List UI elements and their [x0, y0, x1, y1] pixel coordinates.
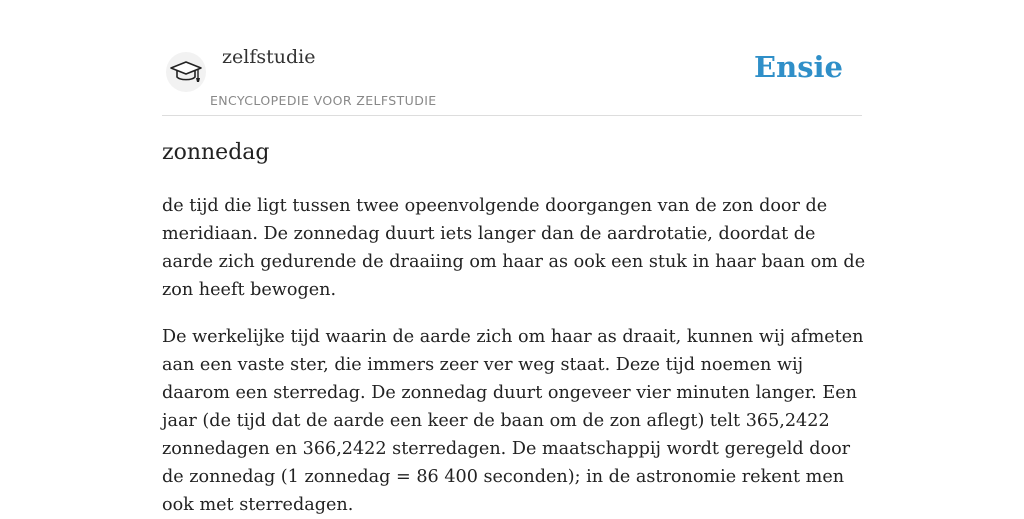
brand-logo[interactable]: Ensie	[754, 50, 843, 84]
entry-paragraph: de tijd die ligt tussen twee opeenvolgende doorgangen van de zon door de meridiaan. De zonnedag duurt iets langer dan de aardrotatie, doordat de aarde zich gedurende de draaiing om haar as ook een stuk in haar baan om de zon heeft bewogen.	[162, 196, 866, 300]
site-header	[162, 0, 862, 116]
page-container	[162, 0, 866, 515]
entry-title: zonnedag	[162, 140, 270, 165]
source-title[interactable]: zelfstudie	[222, 46, 316, 68]
entry-paragraph: De werkelijke tijd waarin de aarde zich om haar as draait, kunnen wij afmeten aan een vaste ster, die immers zeer ver weg staat. Deze tijd noemen wij daarom een sterredag. De zonnedag duurt ongeveer vier minuten langer. Een jaar (de tijd dat de aarde een keer de baan om de zon aflegt) telt 365,2422 zonnedagen en 366,2422 sterredagen. De maatschappij wordt geregeld door de zonnedag (1 zonnedag = 86 400 seconden); in de astronomie rekent men ook met sterredagen.	[162, 327, 864, 515]
graduation-cap-icon[interactable]	[166, 52, 206, 92]
source-subtitle: ENCYCLOPEDIE VOOR ZELFSTUDIE	[210, 93, 437, 108]
